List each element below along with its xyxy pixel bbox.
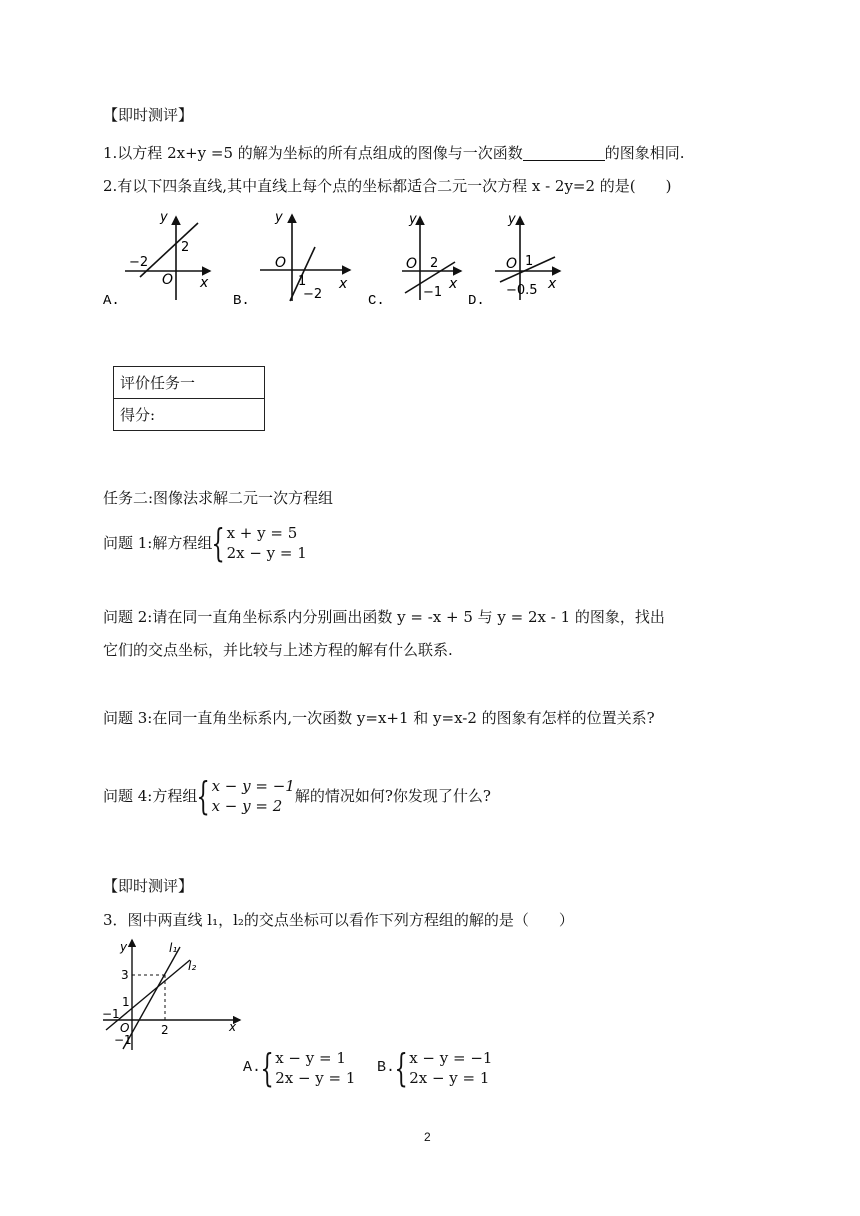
- option-d-graph: [468, 212, 560, 309]
- q3-option-b[interactable]: [377, 1048, 492, 1088]
- q3-origin-label: O: [120, 1021, 130, 1035]
- question-3: 3．图中两直线 l₁，l₂的交点坐标可以看作下列方程组的解的是（ ）: [103, 911, 574, 929]
- problem-3: 问题 3:在同一直角坐标系内,一次函数 y=x+1 和 y=x-2 的图象有怎样的位置关系?: [103, 709, 655, 727]
- problem-2-line-2: 它们的交点坐标，并比较与上述方程的解有什么联系.: [103, 641, 453, 659]
- evaluation-table: [113, 366, 265, 431]
- option-a-graph: [103, 210, 210, 309]
- task-2-title: 任务二:图像法求解二元一次方程组: [103, 489, 334, 507]
- problem-4-tail: 解的情况如何?你发现了什么?: [294, 787, 491, 805]
- q3-option-a-label: A.: [243, 1059, 262, 1076]
- option-b-graph: [233, 210, 350, 309]
- score-field[interactable]: 得分:: [114, 399, 265, 431]
- option-a-tick-2: 2: [181, 240, 190, 255]
- option-c-label[interactable]: C.: [368, 293, 385, 309]
- section-header-1: 【即时测评】: [103, 106, 194, 124]
- q3-tick-xm1: −1: [102, 1007, 120, 1021]
- answer-blank[interactable]: [523, 144, 605, 161]
- q3-l1-label: l₁: [169, 941, 178, 955]
- option-b-tick-2: −2: [303, 287, 323, 302]
- q3-tick-y1: 1: [122, 995, 130, 1009]
- option-d-tick-1: 1: [525, 254, 534, 269]
- option-d-origin-label: O: [506, 256, 518, 272]
- option-b-y-label: y: [275, 210, 283, 225]
- problem-4-eq1: x − y = −1: [211, 777, 295, 795]
- problem-4-eq2: x − y = 2: [211, 797, 283, 815]
- option-a-y-label: y: [160, 210, 168, 225]
- option-a-label[interactable]: A.: [103, 293, 120, 309]
- q3-option-b-eq1: x − y = −1: [409, 1049, 493, 1067]
- q2-options-graphs-2: [365, 205, 580, 310]
- problem-4-system: { x − y = −1 x − y = 2: [196, 774, 295, 818]
- problem-1-eq1: x + y = 5: [226, 524, 298, 542]
- option-c-tick-1: 2: [430, 256, 439, 271]
- q3-y-label: y: [120, 940, 128, 954]
- q3-tick-ym1: −1: [114, 1033, 132, 1047]
- problem-4-label: 问题 4:方程组: [103, 787, 198, 805]
- q3-option-a-eq1: x − y = 1: [275, 1049, 346, 1067]
- page-number: 2: [424, 1130, 431, 1144]
- q3-option-b-label: B.: [377, 1059, 396, 1076]
- q3-x-label: x: [229, 1020, 237, 1034]
- option-c-origin-label: O: [406, 256, 418, 272]
- option-b-origin-label: O: [275, 255, 287, 271]
- section-header-2: 【即时测评】: [103, 877, 194, 895]
- option-d-label[interactable]: D.: [468, 293, 485, 309]
- problem-1-label: 问题 1:解方程组: [103, 534, 213, 552]
- option-d-y-label: y: [508, 212, 516, 227]
- q3-tick-x2: 2: [161, 1023, 169, 1037]
- question-1-tail: 的图象相同.: [604, 144, 685, 162]
- option-c-y-label: y: [409, 212, 417, 227]
- question-1: [103, 143, 685, 163]
- option-c-tick-2: −1: [423, 285, 443, 300]
- option-a-tick-1: −2: [129, 255, 149, 270]
- q3-option-a-system: { x − y = 1 2x − y = 1: [260, 1046, 356, 1090]
- q3-graph: [98, 934, 248, 1054]
- q3-option-b-eq2: 2x − y = 1: [409, 1069, 490, 1087]
- option-b-label[interactable]: B.: [233, 293, 250, 309]
- evaluation-task-label: 评价任务一: [114, 367, 265, 399]
- problem-1-system: { x + y = 5 2x − y = 1: [211, 521, 307, 565]
- q3-option-a[interactable]: [243, 1048, 355, 1088]
- problem-2-line-1: 问题 2:请在同一直角坐标系内分别画出函数 y = -x + 5 与 y = 2x - 1 的图象，找出: [103, 608, 665, 626]
- problem-4: [103, 776, 491, 816]
- option-b-x-label: x: [339, 276, 348, 292]
- q3-tick-y3: 3: [121, 968, 129, 982]
- option-c-x-label: x: [449, 276, 458, 292]
- problem-1-eq2: 2x − y = 1: [226, 544, 307, 562]
- option-b-tick-1: 1: [298, 274, 307, 289]
- question-2: 2.有以下四条直线,其中直线上每个点的坐标都适合二元一次方程 x - 2y=2 的是( ): [103, 177, 672, 195]
- question-1-text: 1.以方程 2x+y =5 的解为坐标的所有点组成的图像与一次函数: [103, 144, 523, 162]
- option-d-tick-2: −0.5: [506, 283, 538, 298]
- option-a-origin-label: O: [162, 272, 174, 288]
- q3-option-b-system: { x − y = −1 2x − y = 1: [394, 1046, 493, 1090]
- option-d-x-label: x: [548, 276, 557, 292]
- problem-1: [103, 523, 307, 563]
- option-a-x-label: x: [200, 275, 209, 291]
- q3-l2-label: l₂: [188, 959, 197, 973]
- q3-option-a-eq2: 2x − y = 1: [275, 1069, 356, 1087]
- option-c-graph: [368, 212, 461, 309]
